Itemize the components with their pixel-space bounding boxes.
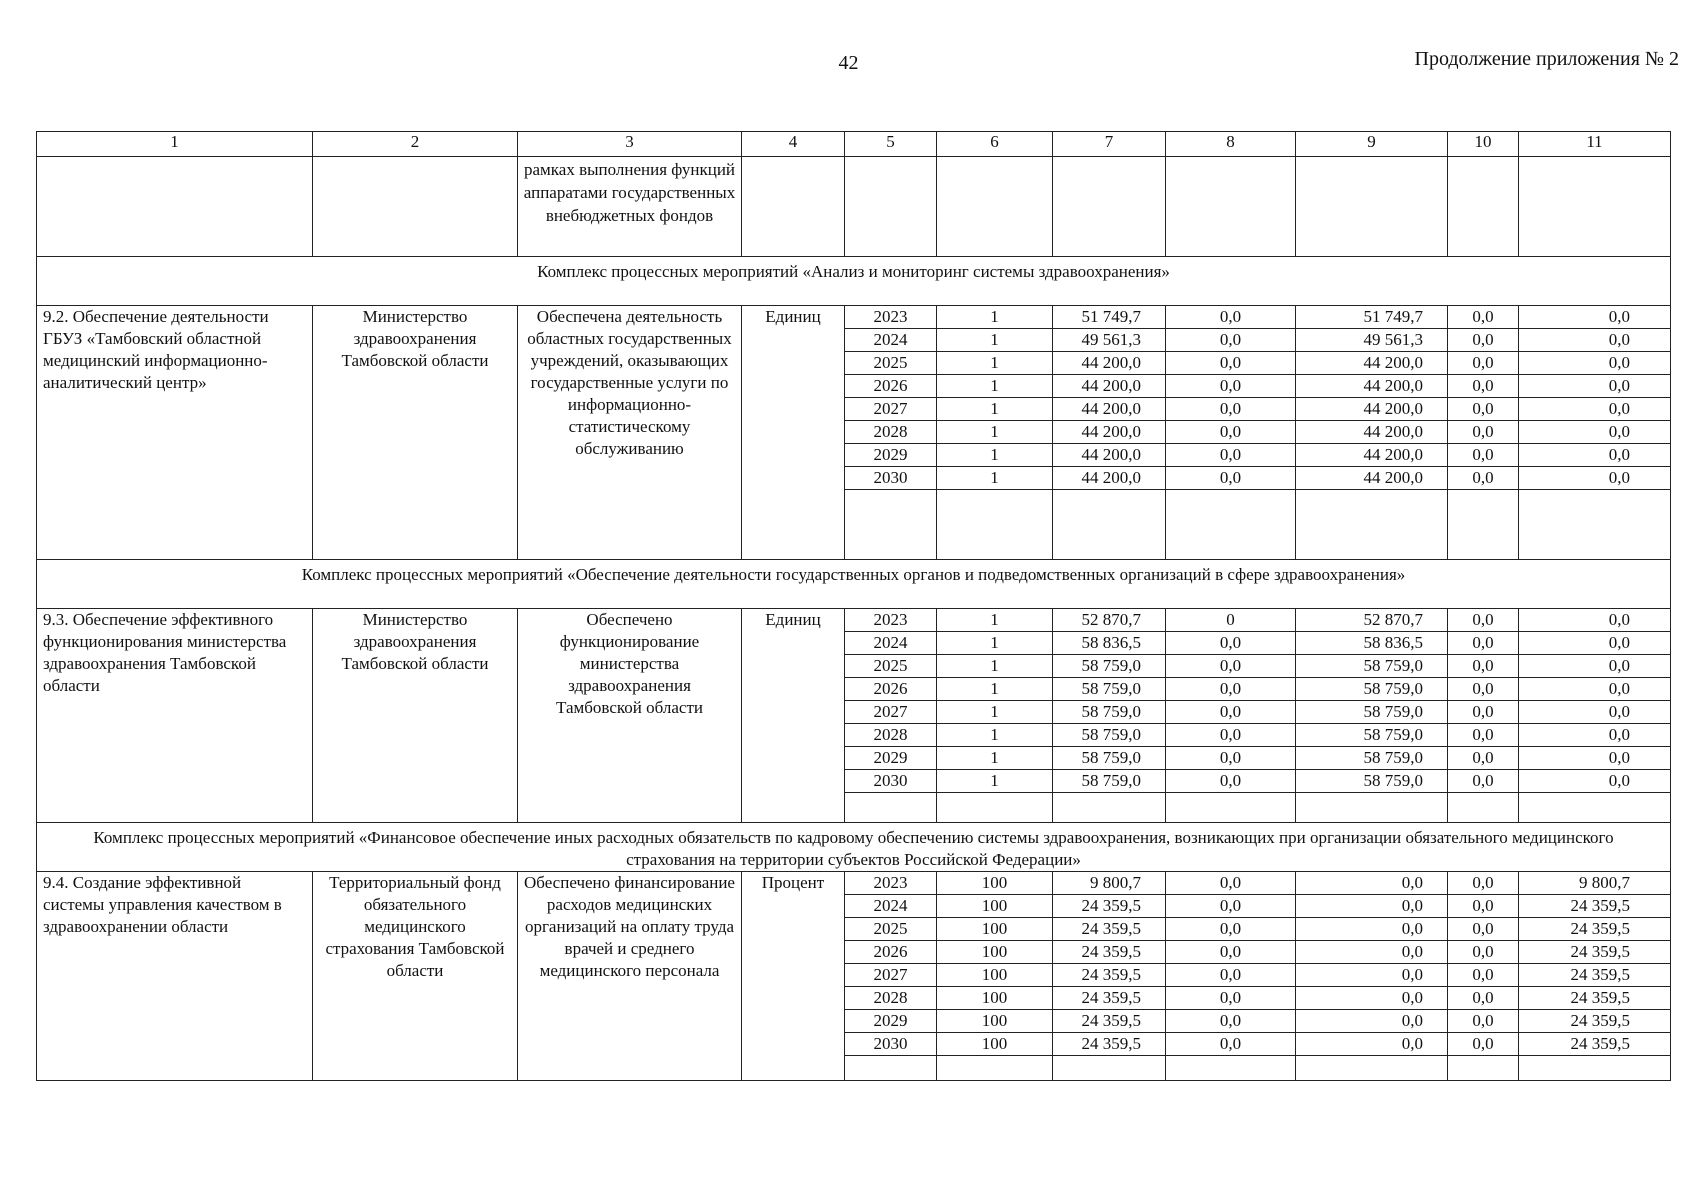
indicator-value: 1 [937, 724, 1053, 747]
empty-cell [1296, 793, 1448, 823]
total-amount: 44 200,0 [1053, 352, 1166, 375]
local-budget-amount: 0,0 [1448, 895, 1519, 918]
empty-cell [845, 793, 937, 823]
empty-cell [1519, 793, 1671, 823]
empty-cell [1166, 793, 1296, 823]
federal-budget-amount: 0,0 [1166, 1010, 1296, 1033]
year-cell: 2030 [845, 770, 937, 793]
indicator-value: 100 [937, 964, 1053, 987]
total-amount: 58 759,0 [1053, 655, 1166, 678]
year-cell: 2024 [845, 329, 937, 352]
indicator-value: 1 [937, 375, 1053, 398]
empty-cell [1519, 1056, 1671, 1081]
empty-cell [1053, 1056, 1166, 1081]
other-sources-amount: 0,0 [1519, 678, 1671, 701]
regional-budget-amount: 0,0 [1296, 987, 1448, 1010]
local-budget-amount: 0,0 [1448, 872, 1519, 895]
empty-cell [1296, 490, 1448, 560]
total-amount: 24 359,5 [1053, 987, 1166, 1010]
total-amount: 24 359,5 [1053, 895, 1166, 918]
federal-budget-amount: 0,0 [1166, 941, 1296, 964]
total-amount: 58 759,0 [1053, 678, 1166, 701]
local-budget-amount: 0,0 [1448, 467, 1519, 490]
year-cell: 2029 [845, 747, 937, 770]
carryover-cell [937, 157, 1053, 257]
column-number: 5 [845, 132, 937, 157]
other-sources-amount: 24 359,5 [1519, 1010, 1671, 1033]
other-sources-amount: 0,0 [1519, 632, 1671, 655]
page-number: 42 [838, 52, 859, 74]
regional-budget-amount: 58 759,0 [1296, 678, 1448, 701]
regional-budget-amount: 49 561,3 [1296, 329, 1448, 352]
regional-budget-amount: 0,0 [1296, 964, 1448, 987]
total-amount: 24 359,5 [1053, 964, 1166, 987]
local-budget-amount: 0,0 [1448, 701, 1519, 724]
other-sources-amount: 24 359,5 [1519, 1033, 1671, 1056]
local-budget-amount: 0,0 [1448, 964, 1519, 987]
regional-budget-amount: 0,0 [1296, 1010, 1448, 1033]
column-number: 11 [1519, 132, 1671, 157]
regional-budget-amount: 44 200,0 [1296, 444, 1448, 467]
regional-budget-amount: 58 759,0 [1296, 770, 1448, 793]
year-cell: 2023 [845, 609, 937, 632]
measure-name: 9.3. Обеспечение эффективного функционирования министерства здравоохранения Тамбовской области [37, 609, 313, 823]
year-cell: 2027 [845, 398, 937, 421]
total-amount: 52 870,7 [1053, 609, 1166, 632]
federal-budget-amount: 0,0 [1166, 747, 1296, 770]
year-cell: 2029 [845, 444, 937, 467]
year-cell: 2024 [845, 632, 937, 655]
section-title: Комплекс процессных мероприятий «Финансовое обеспечение иных расходных обязательств по кадровому обеспечению системы здравоохранения, возникающих при организации обязательного медицинского страхования на территории субъектов Российской Федерации» [37, 823, 1671, 872]
empty-cell [937, 490, 1053, 560]
column-number: 2 [313, 132, 518, 157]
carryover-cell [845, 157, 937, 257]
other-sources-amount: 0,0 [1519, 747, 1671, 770]
carryover-cell [313, 157, 518, 257]
empty-cell [1448, 490, 1519, 560]
regional-budget-amount: 0,0 [1296, 1033, 1448, 1056]
local-budget-amount: 0,0 [1448, 724, 1519, 747]
indicator-value: 1 [937, 747, 1053, 770]
regional-budget-amount: 58 836,5 [1296, 632, 1448, 655]
regional-budget-amount: 44 200,0 [1296, 421, 1448, 444]
indicator-value: 100 [937, 941, 1053, 964]
indicator-value: 1 [937, 678, 1053, 701]
year-cell: 2026 [845, 678, 937, 701]
year-cell: 2030 [845, 467, 937, 490]
indicator-value: 100 [937, 872, 1053, 895]
local-budget-amount: 0,0 [1448, 398, 1519, 421]
section-title: Комплекс процессных мероприятий «Обеспечение деятельности государственных органов и подведомственных организаций в сфере здравоохранения» [37, 560, 1671, 609]
regional-budget-amount: 44 200,0 [1296, 375, 1448, 398]
column-number: 6 [937, 132, 1053, 157]
empty-cell [1053, 793, 1166, 823]
expected-result: Обеспечена деятельность областных государственных учреждений, оказывающих государственные услуги по информационно-статистическому обслуживанию [518, 306, 742, 560]
total-amount: 9 800,7 [1053, 872, 1166, 895]
federal-budget-amount: 0,0 [1166, 632, 1296, 655]
indicator-value: 100 [937, 918, 1053, 941]
year-cell: 2024 [845, 895, 937, 918]
empty-cell [1166, 1056, 1296, 1081]
local-budget-amount: 0,0 [1448, 609, 1519, 632]
regional-budget-amount: 44 200,0 [1296, 398, 1448, 421]
total-amount: 58 759,0 [1053, 701, 1166, 724]
responsible-executor: Министерство здравоохранения Тамбовской области [313, 306, 518, 560]
carryover-cell [1166, 157, 1296, 257]
expected-result: Обеспечено финансирование расходов медицинских организаций на оплату труда врачей и среднего медицинского персонала [518, 872, 742, 1081]
local-budget-amount: 0,0 [1448, 306, 1519, 329]
section-row [37, 257, 1671, 306]
indicator-value: 1 [937, 655, 1053, 678]
expected-result: Обеспечено функционирование министерства здравоохранения Тамбовской области [518, 609, 742, 823]
federal-budget-amount: 0,0 [1166, 329, 1296, 352]
indicator-value: 1 [937, 609, 1053, 632]
federal-budget-amount: 0,0 [1166, 421, 1296, 444]
other-sources-amount: 0,0 [1519, 655, 1671, 678]
other-sources-amount: 24 359,5 [1519, 918, 1671, 941]
year-row [37, 872, 1671, 895]
local-budget-amount: 0,0 [1448, 918, 1519, 941]
year-cell: 2030 [845, 1033, 937, 1056]
indicator-value: 100 [937, 1010, 1053, 1033]
regional-budget-amount: 0,0 [1296, 941, 1448, 964]
federal-budget-amount: 0,0 [1166, 655, 1296, 678]
carryover-cell [1053, 157, 1166, 257]
unit-of-measure: Единиц [742, 306, 845, 560]
indicator-value: 1 [937, 306, 1053, 329]
carryover-cell [1519, 157, 1671, 257]
local-budget-amount: 0,0 [1448, 421, 1519, 444]
regional-budget-amount: 44 200,0 [1296, 467, 1448, 490]
empty-cell [937, 793, 1053, 823]
total-amount: 58 759,0 [1053, 747, 1166, 770]
year-cell: 2025 [845, 918, 937, 941]
regional-budget-amount: 58 759,0 [1296, 655, 1448, 678]
column-number: 3 [518, 132, 742, 157]
total-amount: 49 561,3 [1053, 329, 1166, 352]
local-budget-amount: 0,0 [1448, 655, 1519, 678]
empty-cell [1448, 1056, 1519, 1081]
empty-cell [1519, 490, 1671, 560]
empty-cell [937, 1056, 1053, 1081]
regional-budget-amount: 58 759,0 [1296, 724, 1448, 747]
year-cell: 2028 [845, 987, 937, 1010]
federal-budget-amount: 0,0 [1166, 895, 1296, 918]
indicator-value: 1 [937, 444, 1053, 467]
section-row [37, 560, 1671, 609]
total-amount: 51 749,7 [1053, 306, 1166, 329]
local-budget-amount: 0,0 [1448, 444, 1519, 467]
other-sources-amount: 24 359,5 [1519, 987, 1671, 1010]
carryover-cell [742, 157, 845, 257]
federal-budget-amount: 0,0 [1166, 678, 1296, 701]
total-amount: 58 759,0 [1053, 770, 1166, 793]
other-sources-amount: 0,0 [1519, 609, 1671, 632]
column-number: 4 [742, 132, 845, 157]
column-number: 9 [1296, 132, 1448, 157]
other-sources-amount: 0,0 [1519, 375, 1671, 398]
regional-budget-amount: 52 870,7 [1296, 609, 1448, 632]
federal-budget-amount: 0,0 [1166, 467, 1296, 490]
carryover-result-text: рамках выполнения функций аппаратами государственных внебюджетных фондов [518, 157, 742, 257]
responsible-executor: Министерство здравоохранения Тамбовской области [313, 609, 518, 823]
total-amount: 58 836,5 [1053, 632, 1166, 655]
regional-budget-amount: 58 759,0 [1296, 701, 1448, 724]
column-number: 10 [1448, 132, 1519, 157]
federal-budget-amount: 0,0 [1166, 398, 1296, 421]
empty-cell [1053, 490, 1166, 560]
column-number: 7 [1053, 132, 1166, 157]
local-budget-amount: 0,0 [1448, 770, 1519, 793]
other-sources-amount: 0,0 [1519, 352, 1671, 375]
year-cell: 2029 [845, 1010, 937, 1033]
other-sources-amount: 24 359,5 [1519, 964, 1671, 987]
local-budget-amount: 0,0 [1448, 632, 1519, 655]
year-cell: 2027 [845, 701, 937, 724]
total-amount: 44 200,0 [1053, 421, 1166, 444]
total-amount: 24 359,5 [1053, 918, 1166, 941]
program-table [36, 131, 1671, 1081]
indicator-value: 100 [937, 1033, 1053, 1056]
unit-of-measure: Процент [742, 872, 845, 1081]
other-sources-amount: 0,0 [1519, 306, 1671, 329]
carryover-cell [37, 157, 313, 257]
empty-cell [845, 490, 937, 560]
other-sources-amount: 0,0 [1519, 467, 1671, 490]
year-cell: 2025 [845, 352, 937, 375]
indicator-value: 1 [937, 770, 1053, 793]
year-cell: 2027 [845, 964, 937, 987]
regional-budget-amount: 0,0 [1296, 918, 1448, 941]
other-sources-amount: 0,0 [1519, 444, 1671, 467]
year-cell: 2023 [845, 872, 937, 895]
federal-budget-amount: 0,0 [1166, 770, 1296, 793]
other-sources-amount: 9 800,7 [1519, 872, 1671, 895]
indicator-value: 1 [937, 398, 1053, 421]
total-amount: 44 200,0 [1053, 398, 1166, 421]
year-cell: 2025 [845, 655, 937, 678]
federal-budget-amount: 0,0 [1166, 724, 1296, 747]
year-row [37, 306, 1671, 329]
indicator-value: 1 [937, 421, 1053, 444]
federal-budget-amount: 0,0 [1166, 1033, 1296, 1056]
empty-cell [1448, 793, 1519, 823]
total-amount: 24 359,5 [1053, 1010, 1166, 1033]
column-number: 1 [37, 132, 313, 157]
other-sources-amount: 0,0 [1519, 398, 1671, 421]
local-budget-amount: 0,0 [1448, 678, 1519, 701]
indicator-value: 100 [937, 987, 1053, 1010]
year-cell: 2028 [845, 421, 937, 444]
total-amount: 44 200,0 [1053, 467, 1166, 490]
continuation-label: Продолжение приложения № 2 [1414, 48, 1679, 70]
measure-name: 9.2. Обеспечение деятельности ГБУЗ «Тамбовский областной медицинский информационно-аналитический центр» [37, 306, 313, 560]
federal-budget-amount: 0,0 [1166, 701, 1296, 724]
indicator-value: 1 [937, 632, 1053, 655]
local-budget-amount: 0,0 [1448, 352, 1519, 375]
local-budget-amount: 0,0 [1448, 375, 1519, 398]
measure-name: 9.4. Создание эффективной системы управления качеством в здравоохранении области [37, 872, 313, 1081]
empty-cell [845, 1056, 937, 1081]
federal-budget-amount: 0,0 [1166, 306, 1296, 329]
federal-budget-amount: 0,0 [1166, 872, 1296, 895]
total-amount: 24 359,5 [1053, 1033, 1166, 1056]
indicator-value: 100 [937, 895, 1053, 918]
regional-budget-amount: 0,0 [1296, 895, 1448, 918]
section-row [37, 823, 1671, 872]
column-number: 8 [1166, 132, 1296, 157]
other-sources-amount: 0,0 [1519, 770, 1671, 793]
federal-budget-amount: 0,0 [1166, 375, 1296, 398]
other-sources-amount: 24 359,5 [1519, 941, 1671, 964]
carryover-row [37, 157, 1671, 257]
local-budget-amount: 0,0 [1448, 1010, 1519, 1033]
responsible-executor: Территориальный фонд обязательного медицинского страхования Тамбовской области [313, 872, 518, 1081]
regional-budget-amount: 58 759,0 [1296, 747, 1448, 770]
federal-budget-amount: 0,0 [1166, 444, 1296, 467]
federal-budget-amount: 0,0 [1166, 352, 1296, 375]
federal-budget-amount: 0,0 [1166, 987, 1296, 1010]
federal-budget-amount: 0 [1166, 609, 1296, 632]
indicator-value: 1 [937, 467, 1053, 490]
section-title: Комплекс процессных мероприятий «Анализ и мониторинг системы здравоохранения» [37, 257, 1671, 306]
year-cell: 2028 [845, 724, 937, 747]
regional-budget-amount: 0,0 [1296, 872, 1448, 895]
other-sources-amount: 0,0 [1519, 329, 1671, 352]
year-cell: 2026 [845, 941, 937, 964]
total-amount: 58 759,0 [1053, 724, 1166, 747]
empty-cell [1296, 1056, 1448, 1081]
total-amount: 24 359,5 [1053, 941, 1166, 964]
local-budget-amount: 0,0 [1448, 747, 1519, 770]
local-budget-amount: 0,0 [1448, 987, 1519, 1010]
unit-of-measure: Единиц [742, 609, 845, 823]
empty-cell [1166, 490, 1296, 560]
total-amount: 44 200,0 [1053, 375, 1166, 398]
regional-budget-amount: 44 200,0 [1296, 352, 1448, 375]
federal-budget-amount: 0,0 [1166, 918, 1296, 941]
other-sources-amount: 0,0 [1519, 701, 1671, 724]
federal-budget-amount: 0,0 [1166, 964, 1296, 987]
other-sources-amount: 0,0 [1519, 421, 1671, 444]
indicator-value: 1 [937, 329, 1053, 352]
local-budget-amount: 0,0 [1448, 1033, 1519, 1056]
year-cell: 2023 [845, 306, 937, 329]
year-cell: 2026 [845, 375, 937, 398]
other-sources-amount: 24 359,5 [1519, 895, 1671, 918]
indicator-value: 1 [937, 352, 1053, 375]
other-sources-amount: 0,0 [1519, 724, 1671, 747]
local-budget-amount: 0,0 [1448, 941, 1519, 964]
regional-budget-amount: 51 749,7 [1296, 306, 1448, 329]
year-row [37, 609, 1671, 632]
carryover-cell [1296, 157, 1448, 257]
total-amount: 44 200,0 [1053, 444, 1166, 467]
carryover-cell [1448, 157, 1519, 257]
local-budget-amount: 0,0 [1448, 329, 1519, 352]
column-number-row [37, 132, 1671, 157]
indicator-value: 1 [937, 701, 1053, 724]
